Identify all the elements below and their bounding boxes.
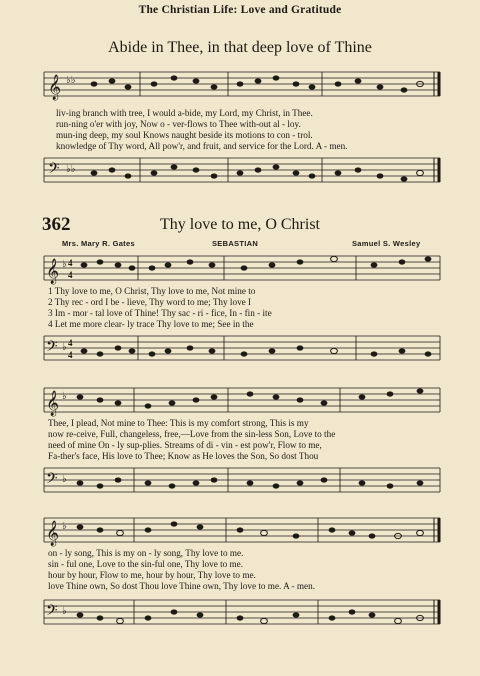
svg-text:𝄞: 𝄞 — [48, 74, 62, 99]
lyric-line: love Thine own, So dost Thou love Thine own, Thy love to me. A - men. — [48, 581, 316, 591]
svg-text:♭: ♭ — [62, 342, 67, 353]
lyric-line: on - ly song, This is my on - ly song, Thy love to me. — [48, 548, 244, 558]
svg-text:♭: ♭ — [62, 474, 67, 485]
lyric-line: 3 Im - mor - tal love of Thine! Thy sac - ri - fice, In - fin - ite — [48, 308, 272, 318]
svg-text:𝄞: 𝄞 — [46, 520, 60, 545]
system2-bass-staff — [0, 462, 480, 498]
svg-text:𝄢: 𝄢 — [48, 160, 60, 180]
system3-bass-staff — [0, 594, 480, 634]
lyric-line: Fa-ther's face, His love to Thee; Know as He loves the Son, So dost Thou — [48, 451, 319, 461]
svg-text:𝄢: 𝄢 — [46, 602, 58, 622]
lyric-line: Thee, I plead, Not mine to Thee: This is my comfort strong, This is my — [48, 418, 309, 428]
hymn-title: Thy love to me, O Christ — [160, 216, 320, 233]
lyric-line: 2 Thy rec - ord I be - lieve, Thy word to me; Thy love I — [48, 297, 252, 307]
lyric-line: sin - ful one, Love to the sin-ful one, Thy love to me. — [48, 559, 244, 569]
system2-lyrics — [48, 418, 335, 462]
svg-text:𝄞: 𝄞 — [46, 258, 60, 283]
svg-text:♭: ♭ — [62, 259, 67, 270]
page-header: The Christian Life: Love and Gratitude — [138, 4, 342, 16]
lyric-line: run-ning o'er with joy, Now o - ver-flows to Thee with-out al - loy. — [56, 119, 301, 129]
first-hymn-bass-staff — [0, 152, 480, 192]
svg-text:♭♭: ♭♭ — [66, 164, 76, 175]
system1-treble-staff — [0, 250, 480, 286]
system3-treble-staff — [0, 512, 480, 548]
lyric-line: mun-ing deep, my soul Knows naught beside its motions to con - trol. — [56, 130, 313, 140]
first-hymn-lyrics — [56, 108, 347, 152]
lyric-line: 1 Thy love to me, O Christ, Thy love to me, Not mine to — [48, 286, 256, 296]
svg-text:♭: ♭ — [62, 521, 67, 532]
svg-text:♭: ♭ — [62, 606, 67, 617]
svg-text:4: 4 — [68, 258, 73, 268]
system1-lyrics — [48, 286, 272, 330]
composer-credit: Samuel S. Wesley — [352, 239, 421, 248]
lyric-line: hour by hour, Flow to me, hour by hour, Thy love to me. — [48, 570, 256, 580]
system2-treble-staff — [0, 382, 480, 418]
svg-text:4: 4 — [68, 270, 73, 280]
svg-text:𝄢: 𝄢 — [46, 338, 58, 358]
author-credit: Mrs. Mary R. Gates — [62, 239, 135, 248]
hymn-number: 362 — [42, 214, 71, 235]
svg-text:4: 4 — [68, 350, 73, 360]
lyric-line: 4 Let me more clear- ly trace Thy love to me; See in the — [48, 319, 254, 329]
lyric-line: need of mine On - ly sup-plies. Streams of di - vin - est pow'r, Flow to me, — [48, 440, 322, 450]
svg-text:𝄞: 𝄞 — [46, 390, 60, 415]
system1-bass-staff — [0, 330, 480, 366]
lyric-line: liv-ing branch with tree, I would a-bide, my Lord, my Christ, in Thee. — [56, 108, 313, 118]
svg-text:4: 4 — [68, 338, 73, 348]
system3-lyrics — [48, 548, 315, 592]
lyric-line: now re-ceive, Full, changeless, free,—Love from the sin-less Son, Love to the — [48, 429, 336, 439]
first-hymn-title: Abide in Thee, in that deep love of Thine — [108, 39, 372, 56]
svg-text:♭: ♭ — [62, 391, 67, 402]
svg-text:𝄢: 𝄢 — [46, 470, 58, 490]
tune-name: SEBASTIAN — [212, 239, 259, 248]
lyric-line: knowledge of Thy word, All pow'r, and fruit, and service for the Lord. A - men. — [56, 141, 348, 151]
svg-text:♭♭: ♭♭ — [66, 75, 76, 86]
first-hymn-treble-staff — [0, 66, 480, 106]
